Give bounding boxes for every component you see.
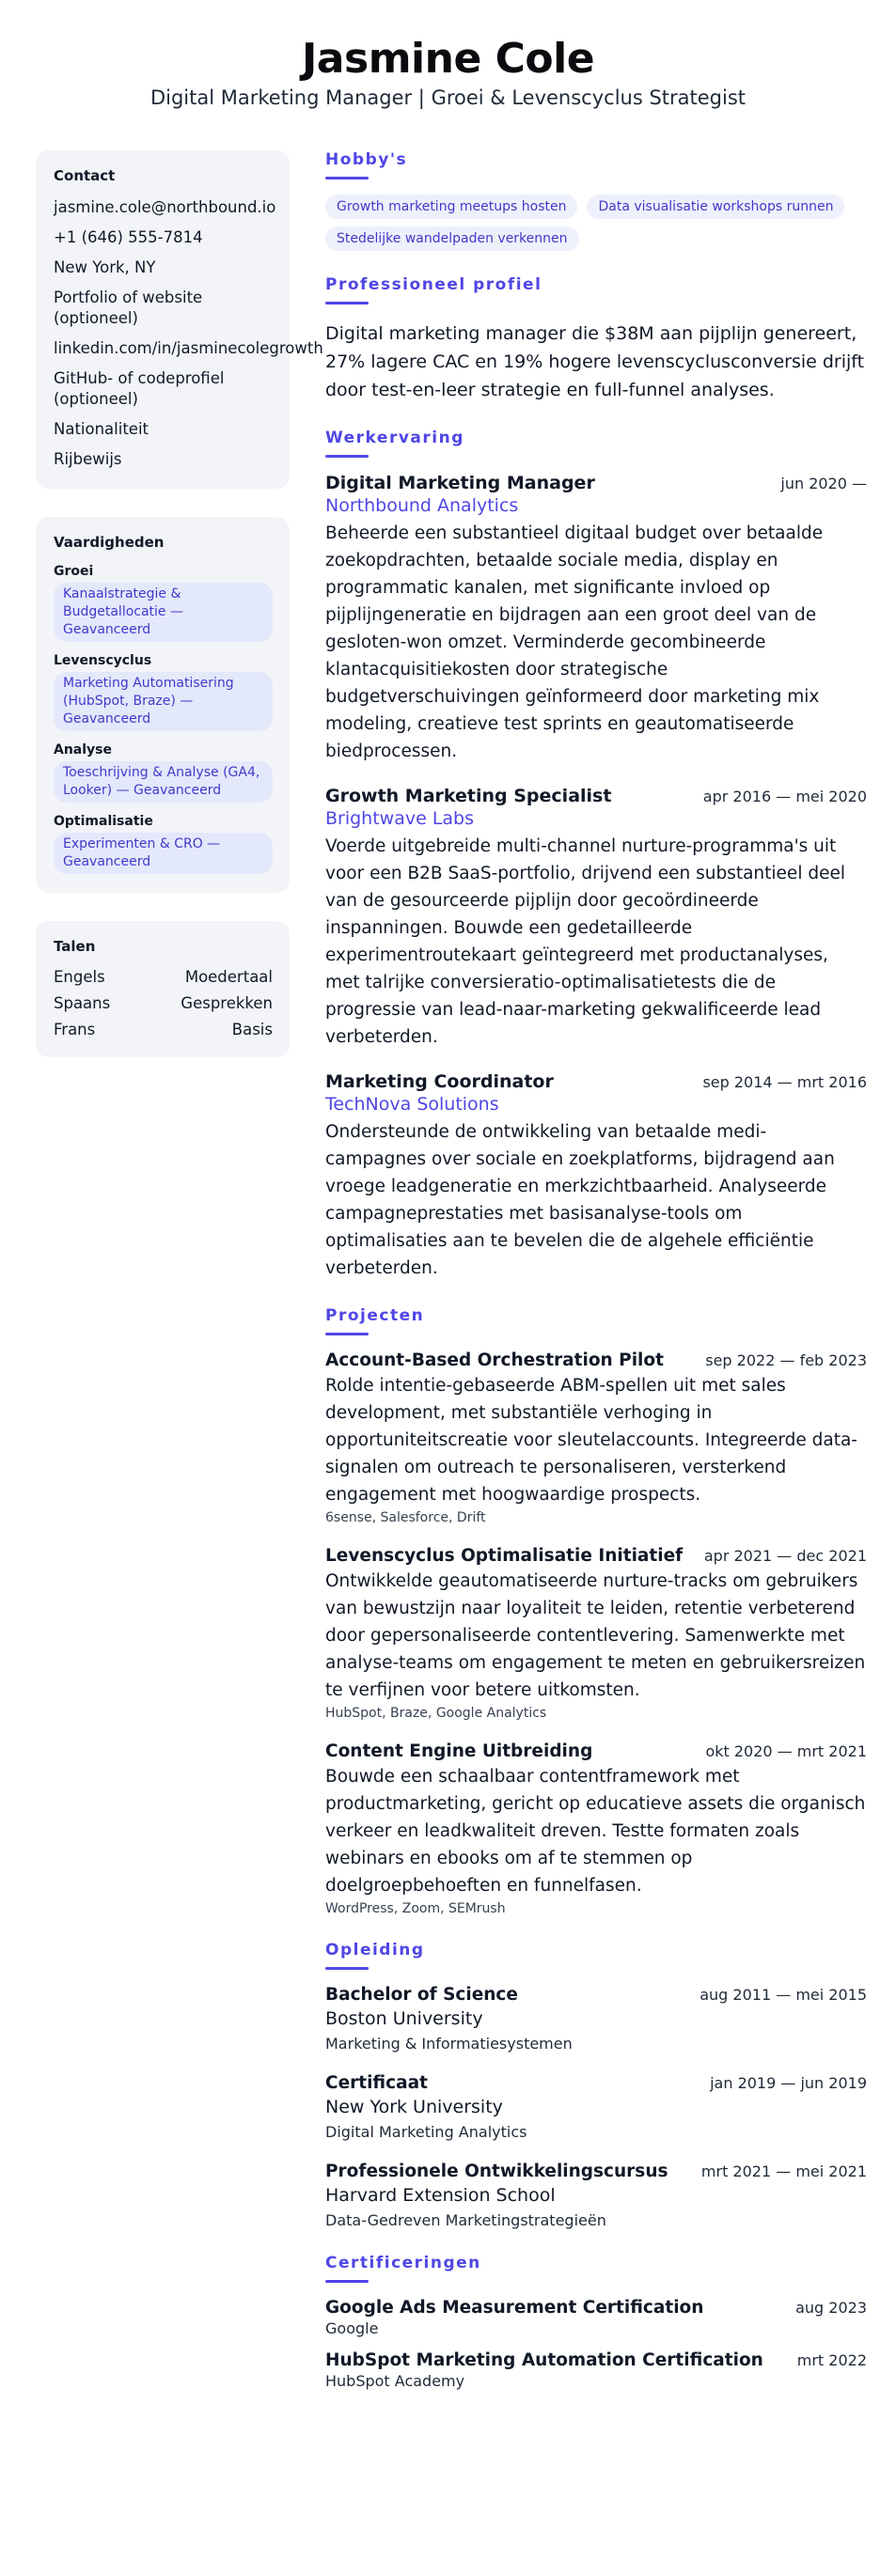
school-name: New York University bbox=[325, 2097, 503, 2117]
job-title: Digital Marketing Manager bbox=[325, 473, 595, 493]
profile-section bbox=[325, 275, 867, 404]
education-section bbox=[325, 1941, 867, 2229]
project-title: Account-Based Orchestration Pilot bbox=[325, 1350, 664, 1370]
school-name: Harvard Extension School bbox=[325, 2185, 556, 2206]
hobby-pill: Data visualisatie workshops runnen bbox=[587, 195, 844, 219]
section-title: Professioneel profiel bbox=[325, 275, 542, 294]
certifications-section bbox=[325, 2254, 867, 2390]
job-date: apr 2016 — mei 2020 bbox=[702, 788, 867, 805]
job-company: Northbound Analytics bbox=[325, 495, 519, 516]
skill-pill: Experimenten & CRO — Geavanceerd bbox=[54, 833, 273, 874]
language-level: Moedertaal bbox=[184, 968, 273, 986]
certification-issuer: Google bbox=[325, 2319, 379, 2337]
school-name: Boston University bbox=[325, 2008, 483, 2029]
hobby-list bbox=[325, 195, 867, 251]
contact-nationality: Nationaliteit bbox=[54, 420, 149, 438]
contact-card bbox=[36, 150, 323, 489]
language-level: Gesprekken bbox=[181, 994, 273, 1012]
section-divider bbox=[325, 455, 369, 458]
project-tools: WordPress, Zoom, SEMrush bbox=[325, 1901, 506, 1916]
project-tools: 6sense, Salesforce, Drift bbox=[325, 1510, 486, 1525]
education-entry bbox=[325, 1985, 867, 2053]
experience-entry bbox=[325, 786, 867, 1051]
job-description: Ondersteunde de ontwikkeling van betaalde medi-campagnes over sociale en zoekplatforms, bijdragend aan vroege leadgeneratie en merkzichtbaarheid. Analyseerde campagneprestaties met basisanalyse-tools om optimalisaties aan te bevelen die de algehele efficiëntie verbeterden. bbox=[325, 1122, 835, 1278]
certification-title: Google Ads Measurement Certification bbox=[325, 2298, 704, 2318]
section-divider bbox=[325, 2280, 369, 2283]
skill-pill: Marketing Automatisering (HubSpot, Braze) — Geavanceerd bbox=[54, 672, 273, 731]
education-entry bbox=[325, 2162, 867, 2229]
section-title: Opleiding bbox=[325, 1941, 425, 1959]
job-title: Growth Marketing Specialist bbox=[325, 786, 612, 806]
project-entry bbox=[325, 1741, 867, 1916]
degree-date: aug 2011 — mei 2015 bbox=[700, 1986, 867, 2004]
hobbies-section bbox=[325, 150, 867, 251]
profile-text: Digital marketing manager die $38M aan pijplijn genereert, 27% lagere CAC en 19% hogere levenscyclusconversie drijft door test-en-leer strategie en full-funnel analyses. bbox=[325, 323, 865, 400]
language-name: Spaans bbox=[54, 994, 111, 1012]
experience-entry bbox=[325, 473, 867, 765]
degree-title: Professionele Ontwikkelingscursus bbox=[325, 2162, 668, 2181]
section-title: Werkervaring bbox=[325, 429, 464, 447]
project-description: Ontwikkelde geautomatiseerde nurture-tracks om gebruikers van bewustzijn naar loyaliteit te leiden, retentie verbeterend door gepersonaliseerde contentlevering. Samenwerkte met analyse-teams om engagement te meten en gebruikersreizen te verfijnen voor betere uitkomsten. bbox=[325, 1571, 866, 1700]
project-tools: HubSpot, Braze, Google Analytics bbox=[325, 1706, 547, 1721]
project-date: okt 2020 — mrt 2021 bbox=[705, 1742, 867, 1760]
certification-entry bbox=[325, 2298, 867, 2337]
job-date: sep 2014 — mrt 2016 bbox=[702, 1073, 867, 1091]
job-title: Marketing Coordinator bbox=[325, 1071, 554, 1092]
skill-pill: Toeschrijving & Analyse (GA4, Looker) — Geavanceerd bbox=[54, 761, 273, 803]
project-entry bbox=[325, 1350, 867, 1525]
contact-email[interactable]: jasmine.cole@northbound.io bbox=[54, 198, 276, 216]
job-date: jun 2020 — bbox=[780, 475, 867, 492]
candidate-subtitle: Digital Marketing Manager | Groei & Levenscyclus Strategist bbox=[149, 86, 747, 109]
language-name: Engels bbox=[54, 968, 105, 986]
skills-card bbox=[36, 517, 290, 893]
contact-location: New York, NY bbox=[54, 258, 156, 276]
language-name: Frans bbox=[54, 1021, 96, 1038]
certification-date: aug 2023 bbox=[795, 2299, 867, 2317]
certification-entry bbox=[325, 2350, 867, 2390]
project-entry bbox=[325, 1546, 867, 1721]
skills-title: Vaardigheden bbox=[54, 534, 165, 551]
hobby-pill: Stedelijke wandelpaden verkennen bbox=[325, 226, 579, 251]
study-field: Digital Marketing Analytics bbox=[325, 2123, 527, 2141]
project-description: Rolde intentie-gebaseerde ABM-spellen uit met sales development, met substantiële verhoging in opportuniteitscreatie voor sleutelaccounts. Integreerde data-signalen om outreach te personaliseren, versterkend engagement met hoogwaardige prospects. bbox=[325, 1376, 857, 1505]
projects-section bbox=[325, 1306, 867, 1916]
contact-license: Rijbewijs bbox=[54, 450, 122, 468]
language-row bbox=[54, 1021, 273, 1038]
job-description: Voerde uitgebreide multi-channel nurture-programma's uit voor een B2B SaaS-portfolio, drijvend een substantieel deel van de gesourceerde pijplijn door gecoördineerde inspanningen. Bouwde een gedetailleerde experimentroutekaart geïntegreerd met productanalyses, met talrijke conversieratio-optimalisatietests die de progressie van lead-naar-marketing gekwalificeerde lead verbeterden. bbox=[325, 836, 845, 1047]
degree-date: mrt 2021 — mei 2021 bbox=[700, 2162, 867, 2180]
contact-title: Contact bbox=[54, 167, 116, 184]
job-company: Brightwave Labs bbox=[325, 808, 475, 829]
resume-header bbox=[0, 0, 896, 132]
certification-issuer: HubSpot Academy bbox=[325, 2372, 465, 2390]
experience-entry bbox=[325, 1071, 867, 1282]
section-divider bbox=[325, 302, 369, 304]
project-date: apr 2021 — dec 2021 bbox=[703, 1547, 867, 1565]
skill-group bbox=[54, 564, 273, 642]
skill-group bbox=[54, 742, 273, 803]
skill-pill: Kanaalstrategie & Budgetallocatie — Geavanceerd bbox=[54, 583, 273, 642]
study-field: Marketing & Informatiesystemen bbox=[325, 2035, 573, 2053]
skill-group-title: Analyse bbox=[54, 742, 113, 757]
certification-title: HubSpot Marketing Automation Certification bbox=[325, 2350, 763, 2370]
section-divider bbox=[325, 1967, 369, 1970]
hobby-pill: Growth marketing meetups hosten bbox=[325, 195, 577, 219]
skill-group bbox=[54, 653, 273, 731]
project-description: Bouwde een schaalbaar contentframework met productmarketing, gericht op educatieve assets die organisch verkeer en leadkwaliteit dreven. Testte formaten zoals webinars en ebooks om af te stemmen op doelgroepbehoeften en funnelfasen. bbox=[325, 1767, 866, 1896]
project-date: sep 2022 — feb 2023 bbox=[705, 1351, 867, 1369]
section-divider bbox=[325, 177, 369, 180]
language-row bbox=[54, 994, 273, 1012]
contact-github: GitHub- of codeprofiel (optioneel) bbox=[54, 369, 225, 408]
sidebar bbox=[36, 150, 323, 1085]
contact-portfolio: Portfolio of website (optioneel) bbox=[54, 289, 203, 327]
skill-group bbox=[54, 814, 273, 874]
education-entry bbox=[325, 2073, 867, 2141]
degree-title: Certificaat bbox=[325, 2073, 428, 2093]
language-row bbox=[54, 968, 273, 986]
experience-section bbox=[325, 429, 867, 1282]
contact-linkedin[interactable]: linkedin.com/in/jasminecolegrowth bbox=[54, 339, 323, 357]
skill-group-title: Groei bbox=[54, 564, 94, 579]
degree-date: jan 2019 — jun 2019 bbox=[710, 2074, 867, 2092]
job-company: TechNova Solutions bbox=[325, 1094, 499, 1115]
contact-phone[interactable]: +1 (646) 555-7814 bbox=[54, 228, 203, 246]
section-title: Projecten bbox=[325, 1306, 425, 1325]
section-title: Hobby's bbox=[325, 150, 408, 169]
project-title: Content Engine Uitbreiding bbox=[325, 1741, 593, 1761]
languages-title: Talen bbox=[54, 938, 96, 955]
skill-group-title: Levenscyclus bbox=[54, 653, 152, 668]
candidate-name: Jasmine Cole bbox=[301, 35, 595, 83]
degree-title: Bachelor of Science bbox=[325, 1985, 518, 2005]
skill-group-title: Optimalisatie bbox=[54, 814, 153, 829]
study-field: Data-Gedreven Marketingstrategieën bbox=[325, 2211, 606, 2229]
section-title: Certificeringen bbox=[325, 2254, 481, 2272]
certification-date: mrt 2022 bbox=[796, 2351, 867, 2369]
main-content bbox=[325, 150, 867, 2414]
language-level: Basis bbox=[231, 1021, 273, 1038]
job-description: Beheerde een substantieel digitaal budget over betaalde zoekopdrachten, betaalde sociale media, display en programmatic kanalen, met significante invloed op pijplijngeneratie en bijdragen aan een groot deel van de gesloten-won omzet. Verminderde gecombineerde klantacquisitiekosten door strategische budgetverschuivingen geïnformeerd door marketing mix modeling, creatieve test sprints en geautomatiseerde biedprocessen. bbox=[325, 523, 824, 761]
languages-card bbox=[36, 921, 290, 1057]
project-title: Levenscyclus Optimalisatie Initiatief bbox=[325, 1546, 684, 1566]
section-divider bbox=[325, 1333, 369, 1335]
